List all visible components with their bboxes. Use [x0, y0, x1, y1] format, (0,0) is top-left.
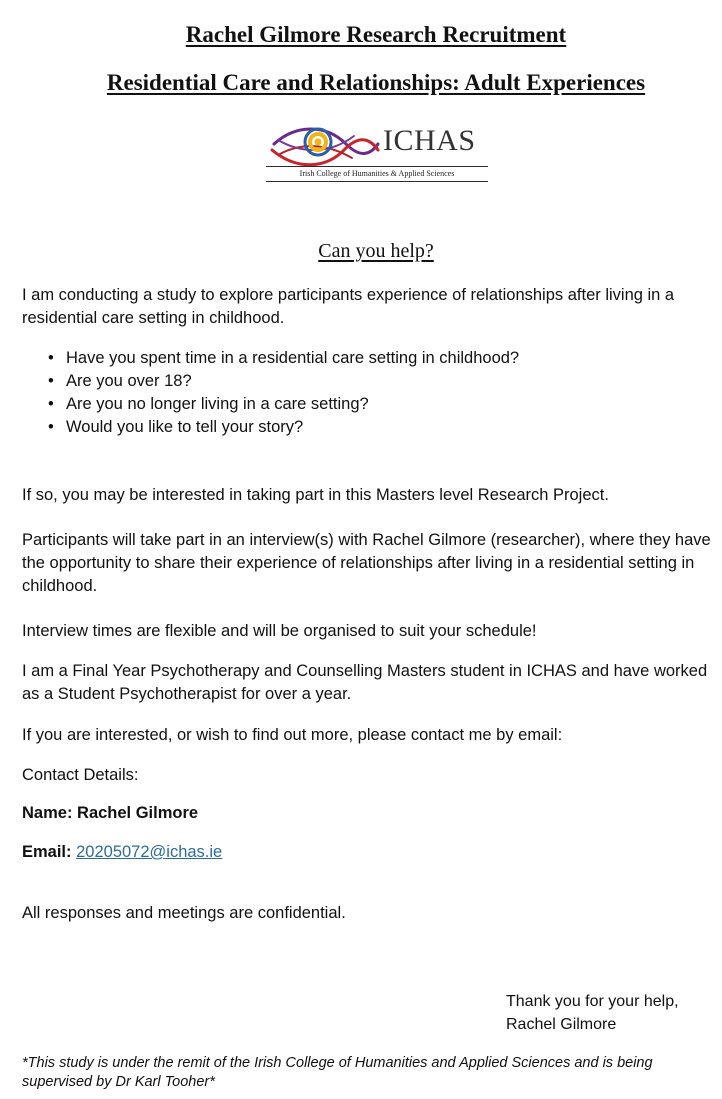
- confidential-note: All responses and meetings are confidential.: [22, 904, 346, 922]
- interest-paragraph: If so, you may be interested in taking part in this Masters level Research Project.: [22, 486, 609, 504]
- list-item: • Are you over 18?: [48, 370, 519, 393]
- logo-wordmark: ICHAS: [383, 124, 476, 157]
- page-subtitle: Residential Care and Relationships: Adult Experiences: [106, 70, 646, 95]
- contact-email: [22, 841, 712, 864]
- logo-divider-bottom: [266, 181, 488, 182]
- contact-prompt: If you are interested, or wish to find out more, please contact me by email:: [22, 726, 563, 744]
- email-label: Email:: [22, 843, 72, 861]
- signoff-line: Thank you for your help,: [506, 993, 679, 1010]
- signoff: [506, 990, 679, 1036]
- times-paragraph: Interview times are flexible and will be organised to suit your schedule!: [22, 622, 537, 640]
- contact-name: [22, 802, 712, 825]
- signoff-name: Rachel Gilmore: [506, 1016, 617, 1033]
- intro-paragraph: I am conducting a study to explore participants experience of relationships after living in a residential care setting in childhood.: [22, 286, 675, 327]
- email-link[interactable]: 20205072@ichas.ie: [76, 843, 223, 861]
- logo-tagline: Irish College of Humanities & Applied Sciences: [299, 169, 455, 178]
- contact-details-label: Contact Details:: [22, 766, 139, 784]
- eligibility-questions: [48, 347, 519, 439]
- page-title: Rachel Gilmore Research Recruitment: [185, 22, 567, 47]
- name-value: Rachel Gilmore: [77, 804, 199, 822]
- footnote: *This study is under the remit of the Irish College of Humanities and Applied Sciences and is being supervised by Dr Karl Tooher*: [22, 1055, 653, 1090]
- list-item: • Would you like to tell your story?: [48, 416, 519, 439]
- list-item: • Are you no longer living in a care setting?: [48, 393, 519, 416]
- interview-paragraph: Participants will take part in an interview(s) with Rachel Gilmore (researcher), where they have the opportunity to share their experience of relationships after living in a residential setting in childhood.: [22, 531, 711, 595]
- section-heading: Can you help?: [318, 240, 434, 262]
- about-paragraph: I am a Final Year Psychotherapy and Counselling Masters student in ICHAS and have worked as a Student Psychotherapist for over a year.: [22, 662, 708, 703]
- logo-divider: [266, 166, 488, 167]
- list-item: • Have you spent time in a residential care setting in childhood?: [48, 347, 519, 370]
- name-label: Name:: [22, 804, 73, 822]
